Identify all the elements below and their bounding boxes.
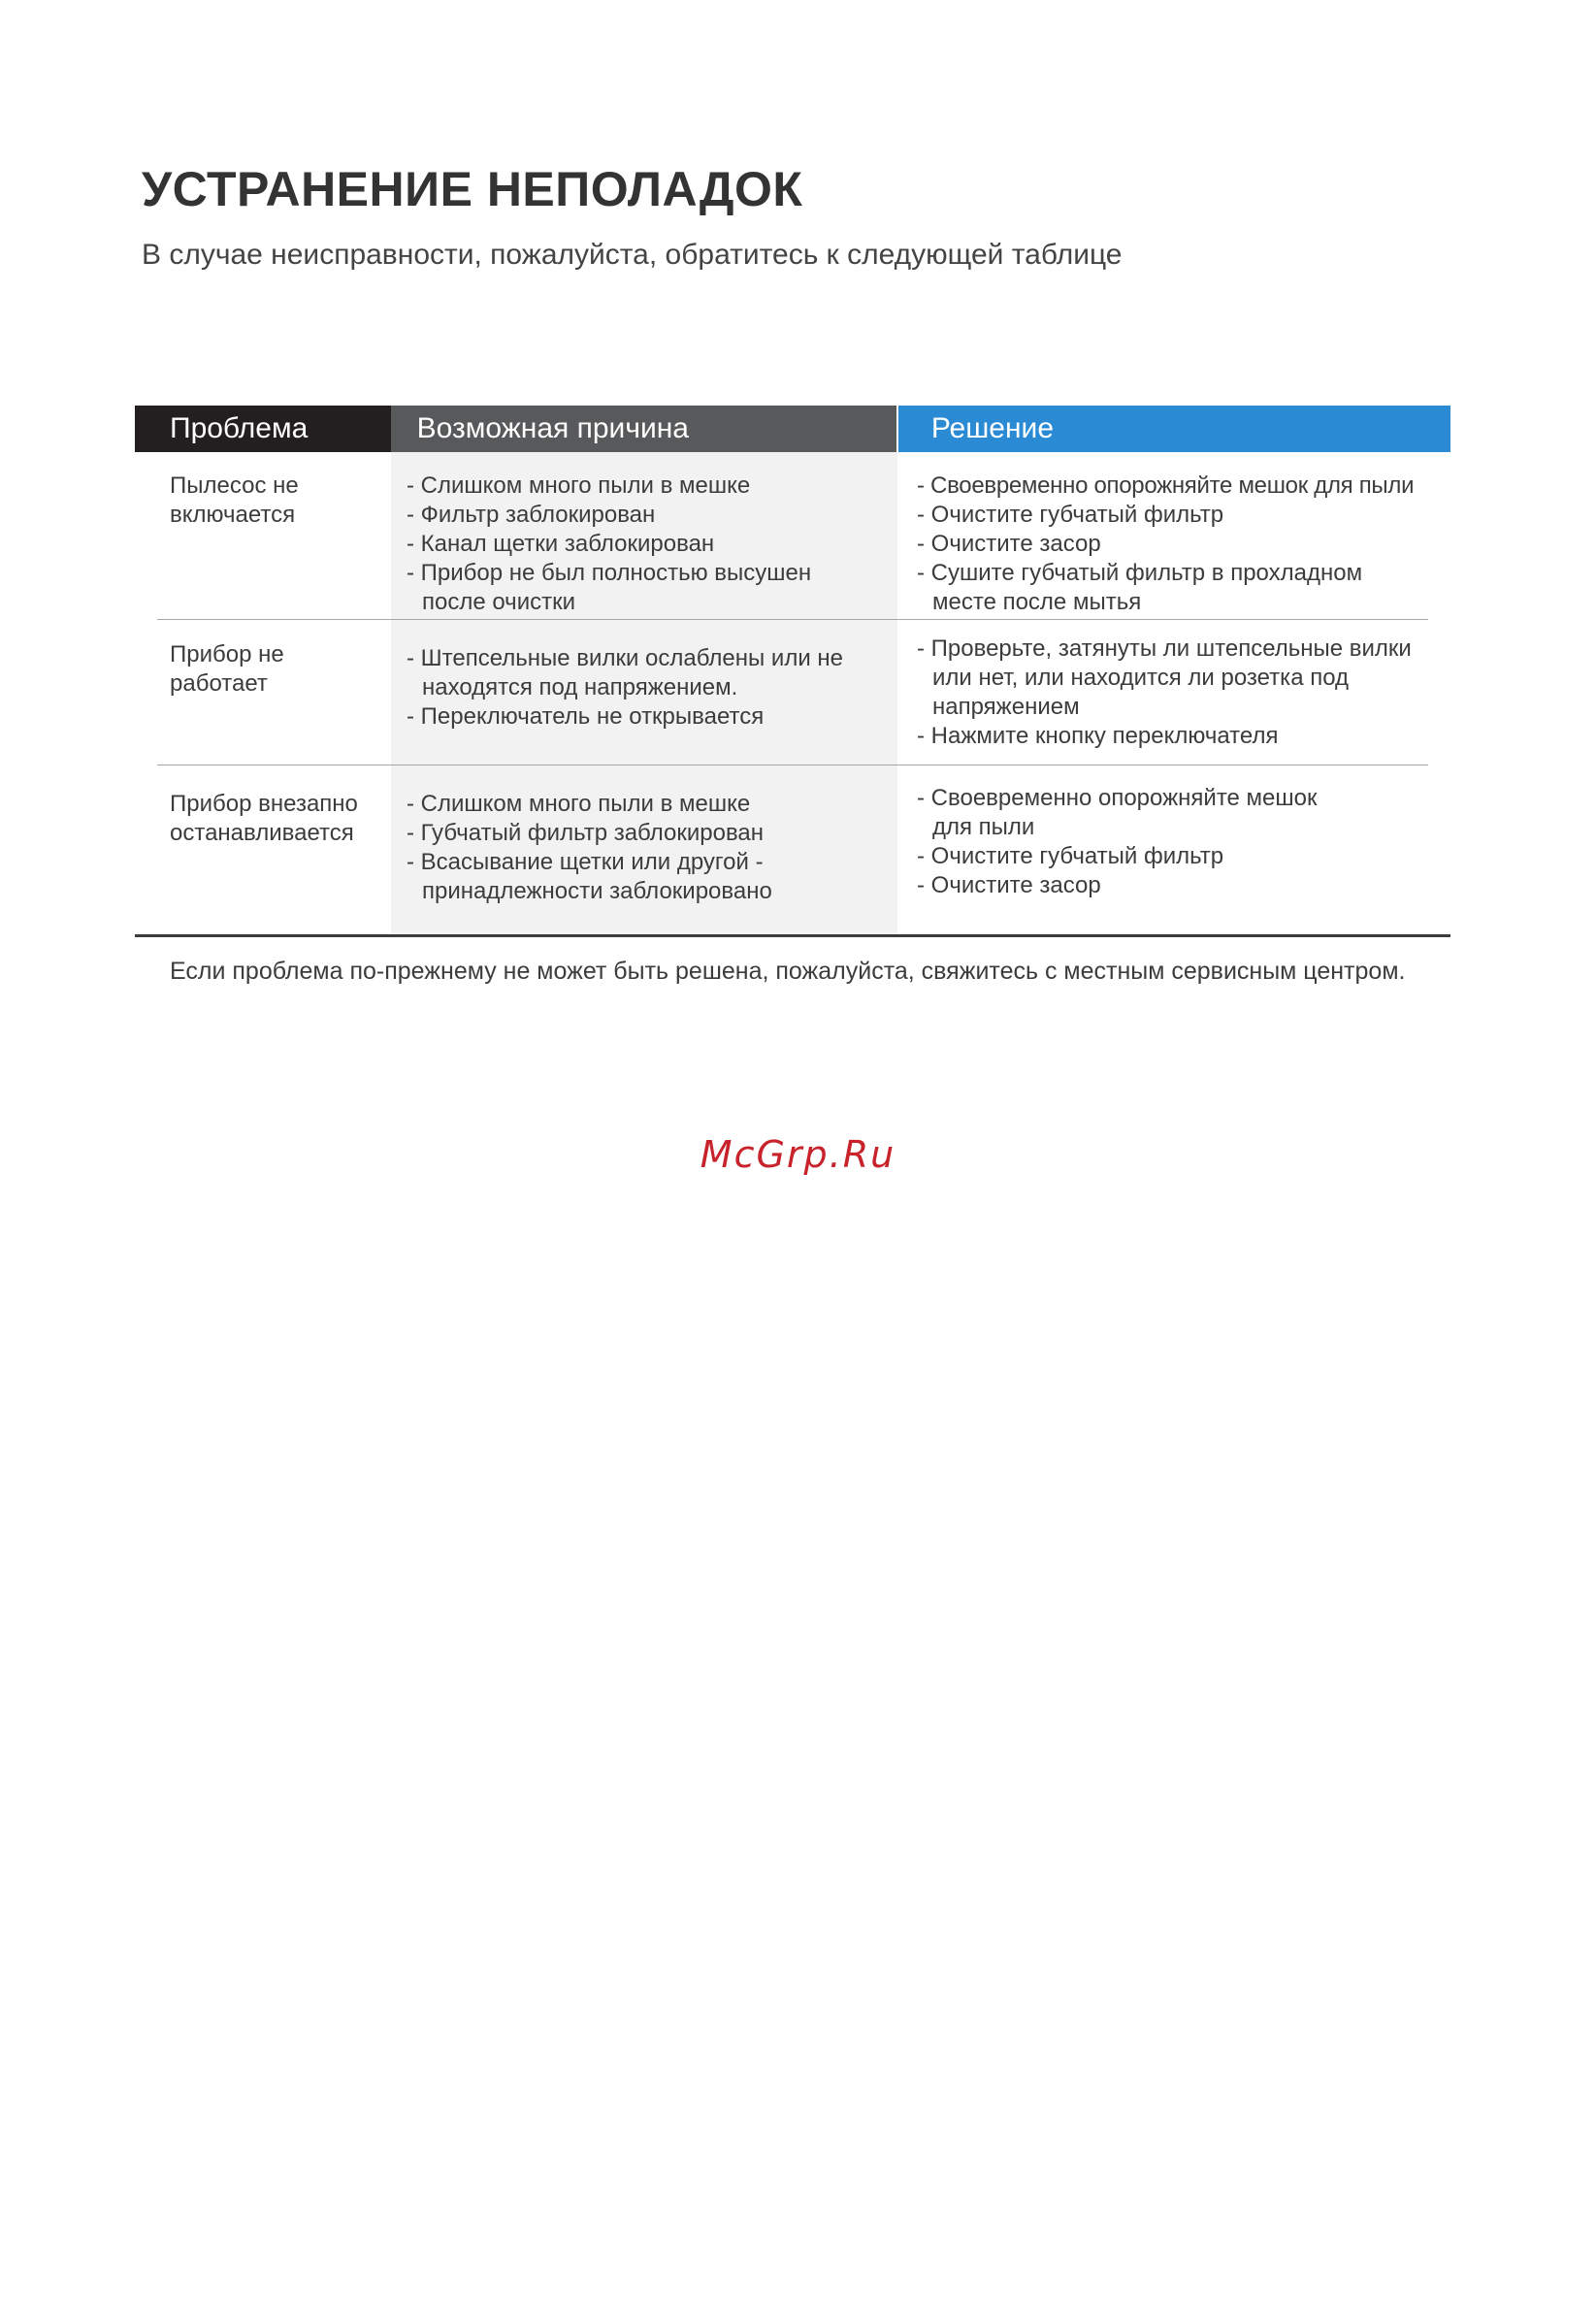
table-row xyxy=(135,452,1450,621)
cause-item: - Переключатель не открывается xyxy=(407,703,765,730)
solution-cell xyxy=(897,452,1450,621)
cause-cell xyxy=(391,452,897,621)
solution-item: - Очистите губчатый фильтр xyxy=(917,502,1224,528)
problem-text: Прибор не xyxy=(170,641,284,667)
solution-item: - Очистите губчатый фильтр xyxy=(917,843,1224,869)
solution-item: - Очистите засор xyxy=(917,531,1101,557)
solution-item: - Сушите губчатый фильтр в прохладном месте после мытья xyxy=(917,560,1363,615)
cause-item: - Всасывание щетки или другой - принадлежности заблокировано xyxy=(407,849,772,904)
table-row xyxy=(135,621,1450,766)
cause-item: - Слишком много пыли в мешке xyxy=(407,472,751,499)
problem-text: Пылесос не xyxy=(170,472,299,499)
solution-item: - Своевременно опорожняйте мешок для пыли xyxy=(917,472,1415,499)
solution-item: - Проверьте, затянуты ли штепсельные вилки или нет, или находится ли розетка под напряжением xyxy=(917,635,1412,720)
service-center-note: Если проблема по-прежнему не может быть решена, пожалуйста, свяжитесь с местным сервисным центром. xyxy=(170,958,1406,985)
header-cause: Возможная причина xyxy=(391,406,896,452)
cause-item: - Губчатый фильтр заблокирован xyxy=(407,820,765,846)
problem-cell xyxy=(135,621,391,766)
troubleshooting-table xyxy=(135,406,1450,937)
problem-cell xyxy=(135,452,391,621)
cause-item: - Слишком много пыли в мешке xyxy=(407,791,751,817)
cause-item: - Штепсельные вилки ослаблены или не находятся под напряжением. xyxy=(407,645,844,700)
solution-item: - Нажмите кнопку переключателя xyxy=(917,723,1279,749)
table-row xyxy=(135,766,1450,934)
problem-text: останавливается xyxy=(170,820,354,846)
problem-text: работает xyxy=(170,670,268,697)
page-title: УСТРАНЕНИЕ НЕПОЛАДОК xyxy=(142,162,803,216)
cause-cell xyxy=(391,621,897,766)
table-header xyxy=(135,406,1450,452)
page-subtitle: В случае неисправности, пожалуйста, обратитесь к следующей таблице xyxy=(142,239,1123,271)
solution-item: - Очистите засор xyxy=(917,872,1101,898)
row-divider xyxy=(157,619,1428,620)
header-problem: Проблема xyxy=(135,406,391,452)
header-solution: Решение xyxy=(898,406,1450,452)
solution-item: - Своевременно опорожняйте мешок для пыли xyxy=(917,785,1318,840)
cause-cell xyxy=(391,766,897,934)
cause-item: - Канал щетки заблокирован xyxy=(407,531,715,557)
problem-text: включается xyxy=(170,502,296,528)
problem-text: Прибор внезапно xyxy=(170,791,358,817)
problem-cell xyxy=(135,766,391,934)
table-body xyxy=(135,452,1450,937)
solution-cell xyxy=(897,766,1450,934)
cause-item: - Фильтр заблокирован xyxy=(407,502,656,528)
cause-item: - Прибор не был полностью высушен после очистки xyxy=(407,560,812,615)
solution-cell xyxy=(897,621,1450,766)
watermark: McGrp.Ru xyxy=(700,1133,896,1176)
